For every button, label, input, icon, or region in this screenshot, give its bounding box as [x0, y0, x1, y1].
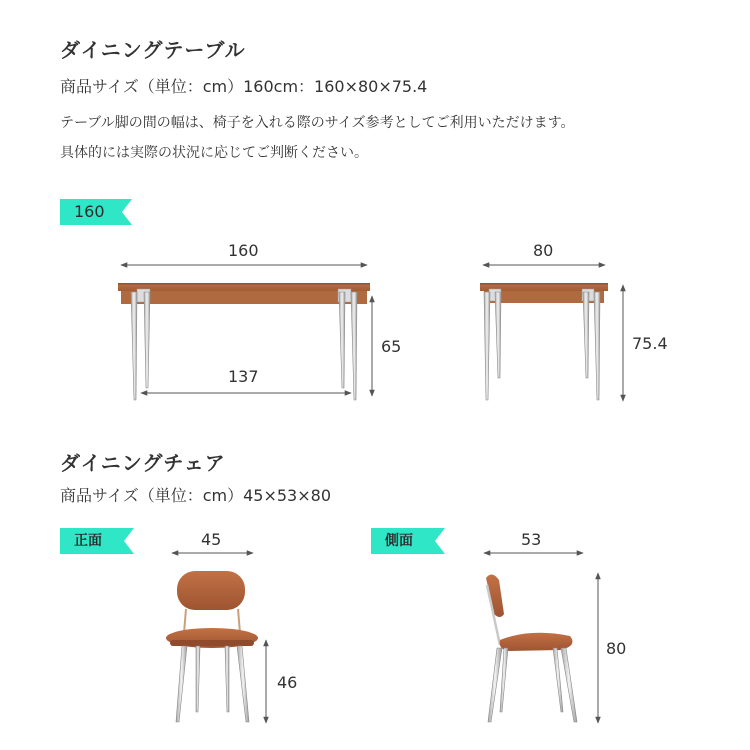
table-leg [131, 292, 137, 400]
table-title: ダイニングテーブル [60, 38, 246, 62]
chair-front-tag: 正面 [60, 528, 124, 554]
table-side-height-label: 75.4 [632, 334, 668, 353]
seat-height-label: 46 [277, 673, 298, 692]
table-note-line-2: 具体的には実際の状況に応じてご判断ください。 [60, 145, 368, 161]
chair-side-tag: 側面 [371, 528, 435, 554]
table-note-line-1: テーブル脚の間の幅は、椅子を入れる際のサイズ参考としてご利用いただけます。 [60, 115, 575, 131]
leg-gap-label: 137 [228, 367, 259, 386]
chair-leg [176, 646, 187, 722]
chair-size-spec: 商品サイズ（単位：cm）45×53×80 [60, 486, 331, 505]
table-front-height-label: 65 [381, 337, 402, 356]
chair-backrest [177, 571, 245, 610]
table-side-illustration [480, 265, 623, 401]
chair-front-width-label: 45 [201, 530, 222, 549]
chair-front-illustration [166, 553, 266, 723]
chair-side-height-label: 80 [606, 639, 627, 658]
chair-side-depth-label: 53 [521, 530, 542, 549]
table-side-width-label: 80 [533, 241, 554, 260]
table-leg [339, 292, 345, 388]
chair-title: ダイニングチェア [60, 451, 226, 475]
table-front-width-label: 160 [228, 241, 259, 260]
table-leg [144, 292, 150, 388]
table-leg [351, 292, 357, 400]
table-size-spec: 商品サイズ（単位：cm）160cm：160×80×75.4 [60, 77, 428, 96]
chair-leg [237, 646, 249, 722]
table-size-tag: 160 [60, 199, 122, 225]
chair-side-illustration [484, 553, 598, 723]
table-apron [121, 291, 367, 304]
table-top [118, 283, 370, 291]
